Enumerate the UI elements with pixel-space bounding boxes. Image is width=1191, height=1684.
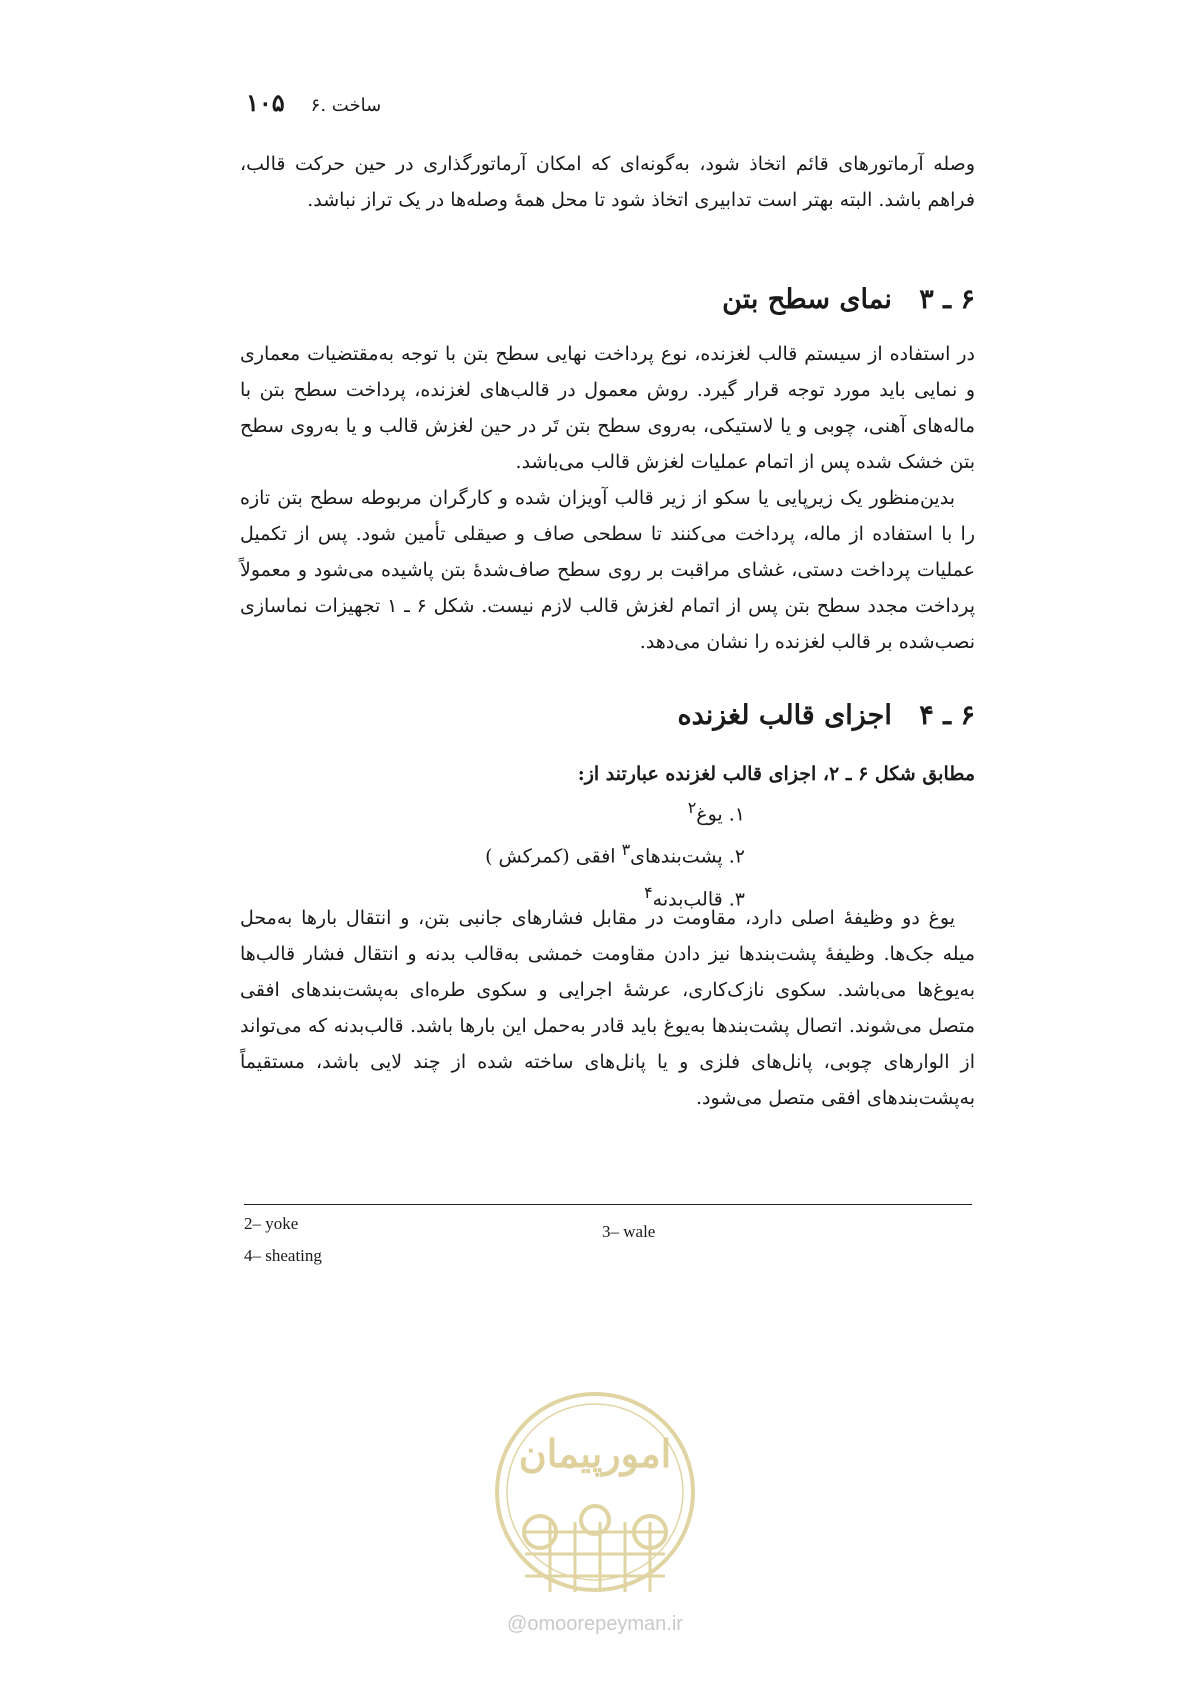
footnote-4: 4– sheating	[244, 1246, 322, 1265]
watermark-logo	[480, 1382, 710, 1642]
section-6-4-lead: مطابق شکل ۶ ـ ۲، اجزای قالب لغزنده عبارتند از:	[577, 763, 975, 785]
footnote-3: 3– wale	[602, 1222, 656, 1241]
list-item-text: ۲. پشت‌بندهای	[630, 845, 745, 868]
intro-paragraph: وصله آرماتورهای قائم اتخاذ شود، به‌گونه‌ای که امکان آرماتورگذاری در حین حرکت قالب، فراهم باشد. البته بهتر است تدابیری اتخاذ شود تا محل همهٔ وصله‌ها در یک تراز نباشد.	[240, 153, 975, 211]
footnote-2: 2– yoke	[244, 1214, 299, 1233]
list-item-text: ۱. یوغ	[696, 803, 745, 826]
watermark-logo-text: امورپیمان	[518, 1431, 672, 1476]
section-number: ۶ ـ ۴	[919, 700, 975, 731]
section-6-3-paragraph-1: در استفاده از سیستم قالب لغزنده، نوع پرداخت نهایی سطح بتن با توجه به‌مقتضیات معماری و نمایی باید مورد توجه قرار گیرد. روش معمول در قالب‌های لغزنده، پرداخت سطح بتن با ماله‌های آهنی، چوبی و یا لاستیکی، به‌روی سطح بتن تَر در حین لغزش قالب و یا به‌روی سطح بتن خشک شده پس از اتمام عملیات لغزش قالب می‌باشد.	[240, 343, 975, 473]
components-list	[235, 790, 975, 917]
page-number: ۱۰۵	[246, 88, 285, 117]
watermark-url: @omoorepeyman.ir	[507, 1613, 683, 1635]
section-6-4-body: یوغ دو وظیفهٔ اصلی دارد، مقاومت در مقابل فشارهای جانبی بتن، و انتقال بارها به‌محل میله جک‌ها. وظیفهٔ پشت‌بندها نیز دادن مقاومت خمشی به‌قالب بدنه و انتقال فشار قالب‌ها به‌یوغ‌ها می‌باشد. سکوی نازک‌کاری، عرشهٔ اجرایی و سکوی طره‌ای به‌پشت‌بندهای افقی متصل می‌شوند. اتصال پشت‌بندها به‌یوغ باید قادر به‌حمل این بارها باشد. قالب‌بدنه که می‌تواند از الوارهای چوبی، پانل‌های فلزی و یا پانل‌های ساخته شده از چند لایی باشد، مستقیماً به‌پشت‌بندهای افقی متصل می‌شود.	[240, 907, 975, 1109]
list-item-text: ۳. قالب‌بدنه	[652, 887, 745, 910]
list-item-tail: افقی (کمرکش )	[485, 845, 622, 868]
section-title: نمای سطح بتن	[722, 284, 892, 315]
section-heading-6-4	[677, 700, 975, 731]
section-heading-6-3	[722, 284, 975, 315]
footnote-ref: ۳	[621, 840, 631, 860]
section-number: ۶ ـ ۳	[919, 284, 975, 315]
list-item	[235, 832, 975, 874]
page-header	[246, 88, 396, 122]
running-title: ۶. ساخت	[310, 95, 382, 116]
footnote-ref: ۲	[687, 798, 697, 817]
footnote-ref: ۴	[644, 882, 653, 902]
list-item	[235, 790, 975, 832]
section-title: اجزای قالب لغزنده	[677, 700, 892, 731]
section-6-3-paragraph-2: بدین‌منظور یک زیرپایی یا سکو از زیر قالب آویزان شده و کارگران مربوطه سطح بتن تازه را با استفاده از ماله، پرداخت می‌کنند تا سطحی صاف و صیقلی تأمین شود. پس از تکمیل عملیات پرداخت دستی، غشای مراقبت بر روی سطح صاف‌شدهٔ بتن پاشیده می‌شود و معمولاً پرداخت مجدد سطح بتن پس از اتمام لغزش قالب لازم نیست. شکل ۶ ـ ۱ تجهیزات نماسازی نصب‌شده بر قالب لغزنده را نشان می‌دهد.	[240, 487, 975, 653]
footnote-divider	[244, 1204, 972, 1205]
